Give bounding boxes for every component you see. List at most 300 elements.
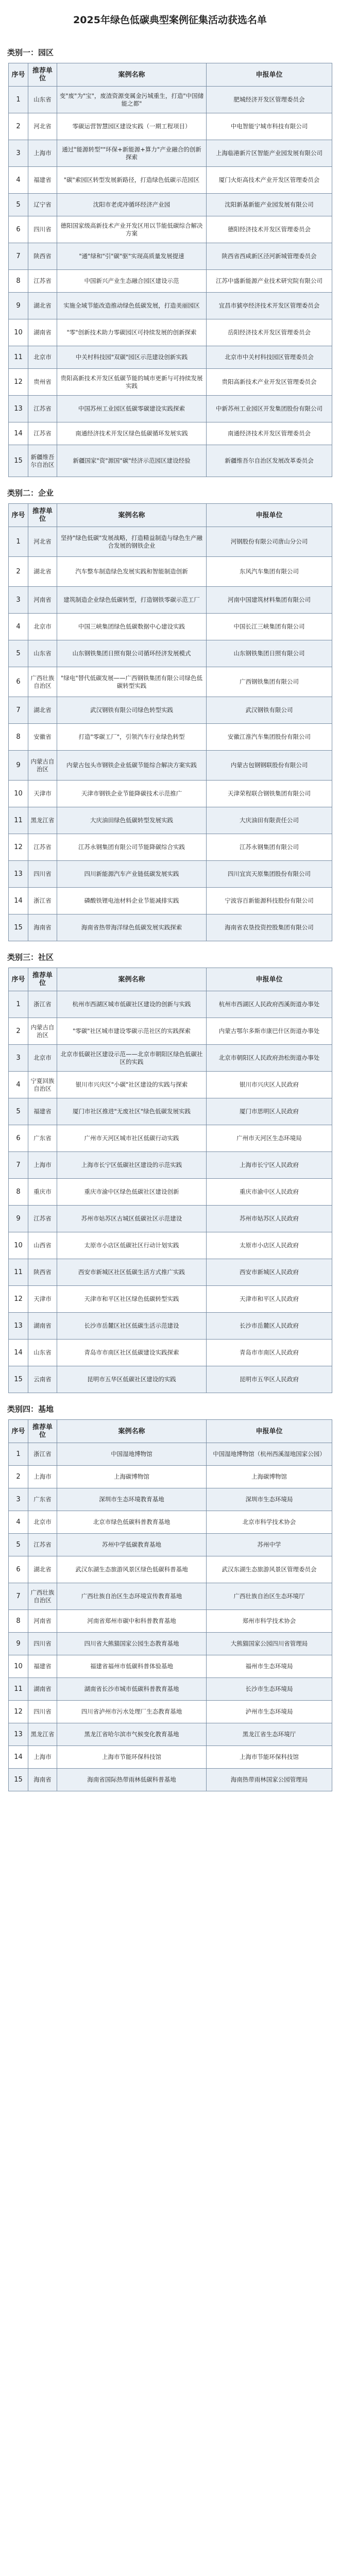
table-row [9, 614, 332, 640]
row-case-name: 厦门市社区推进"无废社区"绿色低碳发展实践 [57, 1098, 207, 1125]
table-row [9, 1259, 332, 1286]
row-number: 7 [9, 697, 28, 724]
row-region: 浙江省 [28, 991, 57, 1018]
row-unit: 武汉东湖生态旅游风景区管理委员会 [207, 1556, 332, 1583]
row-region: 福建省 [28, 167, 57, 194]
category-table [8, 503, 332, 941]
row-case-name: 西安市新城区社区低碳生活方式推广实践 [57, 1259, 207, 1286]
categories-container [0, 47, 340, 1791]
row-case-name: 天津市和平区社区绿色低碳转型实践 [57, 1286, 207, 1313]
table-row [9, 1701, 332, 1723]
row-case-name: 零碳运营智慧园区建设实践（一期工程项目） [57, 113, 207, 140]
row-unit: 西安市新城区人民政府 [207, 1259, 332, 1286]
row-number: 9 [9, 293, 28, 319]
table-row [9, 1152, 332, 1179]
row-region: 天津市 [28, 781, 57, 807]
row-unit: 东风汽车集团有限公司 [207, 557, 332, 587]
row-unit: 重庆市渝中区人民政府 [207, 1179, 332, 1206]
row-number: 13 [9, 1723, 28, 1746]
row-unit: 天津市和平区人民政府 [207, 1286, 332, 1313]
row-number: 3 [9, 1045, 28, 1072]
row-unit: 中电智能宁城市科技有限公司 [207, 113, 332, 140]
row-region: 山东省 [28, 640, 57, 667]
row-region: 海南省 [28, 1769, 57, 1791]
row-case-name: 深圳市生态环境教育基地 [57, 1488, 207, 1511]
row-region: 江苏省 [28, 1206, 57, 1232]
table-row [9, 1466, 332, 1488]
row-unit: 北京市中关村科技园区管理委员会 [207, 346, 332, 369]
row-region: 湖北省 [28, 293, 57, 319]
row-number: 14 [9, 1340, 28, 1366]
row-case-name: 四川新能源汽车产业链低碳发展实践 [57, 861, 207, 888]
row-unit: 厦门火炬高技术产业开发区管理委员会 [207, 167, 332, 194]
column-header-unit: 申报单位 [207, 968, 332, 991]
row-number: 9 [9, 751, 28, 781]
row-unit: 河钢股份有限公司唐山分公司 [207, 527, 332, 557]
row-number: 2 [9, 557, 28, 587]
row-region: 北京市 [28, 1045, 57, 1072]
row-case-name: 磷酸铁锂电池材料企业节能减排实践 [57, 888, 207, 914]
row-case-name: 河南省郑州市碳中和科普教育基地 [57, 1610, 207, 1633]
row-region: 浙江省 [28, 888, 57, 914]
row-number: 4 [9, 167, 28, 194]
row-unit: 深圳市生态环境局 [207, 1488, 332, 1511]
row-unit: 沈阳新基新能产业园发展有限公司 [207, 194, 332, 216]
row-region: 广东省 [28, 1488, 57, 1511]
row-region: 四川省 [28, 216, 57, 243]
row-region: 山西省 [28, 1232, 57, 1259]
row-unit: 太原市小店区人民政府 [207, 1232, 332, 1259]
row-unit: 河南中国建筑材料集团有限公司 [207, 587, 332, 614]
row-number: 8 [9, 1610, 28, 1633]
row-case-name: "零碳"社区城市建设零碳示范社区的实践探索 [57, 1018, 207, 1045]
row-region: 北京市 [28, 346, 57, 369]
row-number: 13 [9, 396, 28, 422]
category-title: 类别二：企业 [7, 488, 54, 498]
row-region: 新疆维吾尔自治区 [28, 445, 57, 477]
row-number: 2 [9, 1018, 28, 1045]
category-title: 类别三：社区 [7, 953, 54, 962]
row-region: 黑龙江省 [28, 807, 57, 834]
row-case-name: 苏州中学低碳教育基地 [57, 1534, 207, 1556]
row-unit: 北京市朝阳区人民政府劲松街道办事处 [207, 1045, 332, 1072]
row-case-name: 天津市钢铁企业节能降碳技术示范推广 [57, 781, 207, 807]
row-region: 天津市 [28, 1286, 57, 1313]
row-case-name: 北京市绿色低碳科普教育基地 [57, 1511, 207, 1534]
row-case-name: 上海市长宁区低碳社区建设的示范实践 [57, 1152, 207, 1179]
table-row [9, 640, 332, 667]
table-row [9, 1723, 332, 1746]
row-number: 14 [9, 888, 28, 914]
table-row [9, 270, 332, 293]
row-case-name: 山东钢铁集团日照有限公司循环经济发展模式 [57, 640, 207, 667]
row-number: 4 [9, 1072, 28, 1098]
column-header-no: 序号 [9, 504, 28, 527]
row-case-name: 海南省国际热带雨林低碳科普基地 [57, 1769, 207, 1791]
row-region: 辽宁省 [28, 194, 57, 216]
row-region: 湖北省 [28, 557, 57, 587]
row-number: 15 [9, 1769, 28, 1791]
row-case-name: 福建省福州市低碳科普体验基地 [57, 1655, 207, 1678]
row-region: 江苏省 [28, 422, 57, 445]
table-row [9, 751, 332, 781]
row-number: 7 [9, 1583, 28, 1610]
row-unit: 贵阳高新技术产业开发区管理委员会 [207, 369, 332, 396]
row-unit: 江苏永钢集团有限公司 [207, 834, 332, 861]
row-unit: 宁波容百新能源科技股份有限公司 [207, 888, 332, 914]
row-unit: 上海市节能环保科技馆 [207, 1746, 332, 1769]
row-number: 5 [9, 1534, 28, 1556]
row-case-name: 北京市低碳社区建设示范——北京市朝阳区绿色低碳社区的实践 [57, 1045, 207, 1072]
row-case-name: 苏州市姑苏区古城区低碳社区示范建设 [57, 1206, 207, 1232]
table-row [9, 216, 332, 243]
row-region: 湖南省 [28, 1678, 57, 1701]
table-row [9, 243, 332, 270]
table-row [9, 1098, 332, 1125]
table-row [9, 194, 332, 216]
table-row [9, 527, 332, 557]
table-row [9, 1534, 332, 1556]
row-region: 山东省 [28, 87, 57, 113]
row-number: 3 [9, 1488, 28, 1511]
row-region: 宁夏回族自治区 [28, 1072, 57, 1098]
row-case-name: 南通经济技术开发区绿色低碳循环发展实践 [57, 422, 207, 445]
row-number: 2 [9, 1466, 28, 1488]
column-header-unit: 申报单位 [207, 504, 332, 527]
column-header-no: 序号 [9, 1420, 28, 1443]
row-number: 8 [9, 270, 28, 293]
row-region: 上海市 [28, 1746, 57, 1769]
row-unit: 泸州市生态环境局 [207, 1701, 332, 1723]
row-case-name: 上海碳博物馆 [57, 1466, 207, 1488]
row-unit: 大庆油田有限责任公司 [207, 807, 332, 834]
row-case-name: 中国湿地博物馆 [57, 1443, 207, 1466]
row-number: 7 [9, 1152, 28, 1179]
row-region: 广东省 [28, 1125, 57, 1152]
row-region: 湖南省 [28, 1313, 57, 1340]
table-row [9, 724, 332, 751]
row-region: 江苏省 [28, 396, 57, 422]
row-unit: 大熊猫国家公园四川省管理局 [207, 1633, 332, 1655]
row-region: 广西壮族自治区 [28, 1583, 57, 1610]
table-row [9, 1655, 332, 1678]
row-unit: 内蒙古包钢钢联股份有限公司 [207, 751, 332, 781]
row-case-name: 黑龙江省哈尔滨市气候变化教育基地 [57, 1723, 207, 1746]
row-unit: 上海市长宁区人民政府 [207, 1152, 332, 1179]
row-unit: 天津荣程联合钢铁集团有限公司 [207, 781, 332, 807]
category-table [8, 968, 332, 1393]
row-region: 浙江省 [28, 1443, 57, 1466]
row-unit: 北京市科学技术协会 [207, 1511, 332, 1534]
page-title: 2025年绿色低碳典型案例征集活动获选名单 [73, 14, 267, 26]
row-number: 1 [9, 527, 28, 557]
row-number: 3 [9, 140, 28, 167]
row-unit: 陕西省西咸新区泾河新城管理委员会 [207, 243, 332, 270]
table-row [9, 1340, 332, 1366]
row-region: 河南省 [28, 1610, 57, 1633]
row-number: 11 [9, 807, 28, 834]
row-case-name: 广州市天河区城市社区低碳行动实践 [57, 1125, 207, 1152]
row-case-name: 中国三峡集团绿色低碳数据中心建设实践 [57, 614, 207, 640]
row-number: 13 [9, 861, 28, 888]
row-unit: 德阳经济技术开发区管理委员会 [207, 216, 332, 243]
row-number: 8 [9, 724, 28, 751]
row-number: 1 [9, 1443, 28, 1466]
row-unit: 广西钢铁集团有限公司 [207, 667, 332, 697]
row-unit: 内蒙古鄂尔多斯市康巴什区街道办事处 [207, 1018, 332, 1045]
row-region: 福建省 [28, 1098, 57, 1125]
row-unit: 中国湿地博物馆（杭州西溪湿地国家公园） [207, 1443, 332, 1466]
column-header-unit: 申报单位 [207, 63, 332, 87]
row-case-name: 变"废"为"宝"，废渣资源变属金污城重生，打造"中国储能之都" [57, 87, 207, 113]
row-number: 11 [9, 1678, 28, 1701]
table-row [9, 1179, 332, 1206]
row-case-name: 湖南省长沙市城市低碳科普教育基地 [57, 1678, 207, 1701]
row-region: 重庆市 [28, 1179, 57, 1206]
table-row [9, 914, 332, 941]
category-title: 类别四：基地 [7, 1404, 54, 1414]
row-number: 9 [9, 1206, 28, 1232]
table-row [9, 991, 332, 1018]
table-row [9, 697, 332, 724]
column-header-case: 案例名称 [57, 1420, 207, 1443]
row-case-name: 建筑制造企业绿色低碳转型，打造钢铁零碳示范工厂 [57, 587, 207, 614]
row-number: 1 [9, 991, 28, 1018]
row-region: 陕西省 [28, 243, 57, 270]
table-row [9, 1206, 332, 1232]
row-case-name: 海南省热带海洋绿色低碳发展实践探索 [57, 914, 207, 941]
table-row [9, 888, 332, 914]
row-number: 6 [9, 667, 28, 697]
row-number: 2 [9, 113, 28, 140]
row-region: 北京市 [28, 614, 57, 640]
row-case-name: 贵阳高新技术开发区低碳节能的城市更新与可持续发展实践 [57, 369, 207, 396]
row-number: 10 [9, 781, 28, 807]
row-number: 12 [9, 369, 28, 396]
table-row [9, 87, 332, 113]
row-unit: 中国长江三峡集团有限公司 [207, 614, 332, 640]
row-unit: 江苏中盛新能源产业技术研究院有限公司 [207, 270, 332, 293]
row-unit: 郑州市科学技术协会 [207, 1610, 332, 1633]
table-row [9, 346, 332, 369]
table-row [9, 1125, 332, 1152]
row-region: 江苏省 [28, 1534, 57, 1556]
row-unit: 山东钢铁集团日照有限公司 [207, 640, 332, 667]
row-number: 11 [9, 346, 28, 369]
row-unit: 厦门市思明区人民政府 [207, 1098, 332, 1125]
row-unit: 肥城经济开发区管理委员会 [207, 87, 332, 113]
table-row [9, 1366, 332, 1393]
row-unit: 银川市兴庆区人民政府 [207, 1072, 332, 1098]
row-case-name: 沈阳市老虎冲循环经济产业园 [57, 194, 207, 216]
table-row [9, 781, 332, 807]
row-unit: 武汉钢铁有限公司 [207, 697, 332, 724]
row-case-name: 大庆油田绿色低碳转型发展实践 [57, 807, 207, 834]
table-row [9, 861, 332, 888]
row-case-name: 汽车整车制造绿色发展实践和智能制造创新 [57, 557, 207, 587]
row-case-name: "绿电"替代低碳发展——广西钢铁集团有限公司绿色低碳转型实践 [57, 667, 207, 697]
table-row [9, 167, 332, 194]
row-region: 云南省 [28, 1366, 57, 1393]
row-unit: 海南热带雨林国家公园管理局 [207, 1769, 332, 1791]
table-row [9, 1556, 332, 1583]
table-row [9, 1443, 332, 1466]
row-unit: 苏州中学 [207, 1534, 332, 1556]
row-unit: 福州市生态环境局 [207, 1655, 332, 1678]
row-case-name: "碳"索园区转型发展新路径，打造绿色低碳示范园区 [57, 167, 207, 194]
row-unit: 新疆维吾尔自治区发展改革委员会 [207, 445, 332, 477]
row-unit: 长沙市岳麓区人民政府 [207, 1313, 332, 1340]
row-unit: 上海碳博物馆 [207, 1466, 332, 1488]
row-case-name: 江苏永钢集团有限公司节能降碳综合实践 [57, 834, 207, 861]
row-case-name: 重庆市渝中区绿色低碳社区建设创新 [57, 1179, 207, 1206]
row-number: 12 [9, 1286, 28, 1313]
row-unit: 杭州市西湖区人民政府西溪街道办事处 [207, 991, 332, 1018]
row-region: 福建省 [28, 1655, 57, 1678]
table-row [9, 1511, 332, 1534]
row-region: 河北省 [28, 527, 57, 557]
row-case-name: 银川市兴庆区"小碳"社区建设的实践与探索 [57, 1072, 207, 1098]
row-number: 11 [9, 1259, 28, 1286]
table-row [9, 1072, 332, 1098]
row-number: 5 [9, 194, 28, 216]
row-case-name: 广西壮族自治区生态环境宣传教育基地 [57, 1583, 207, 1610]
table-row [9, 1313, 332, 1340]
row-case-name: 中国苏州工业园区低碳零碳建设实践探索 [57, 396, 207, 422]
table-row [9, 1018, 332, 1045]
row-number: 13 [9, 1313, 28, 1340]
row-number: 14 [9, 422, 28, 445]
row-region: 贵州省 [28, 369, 57, 396]
column-header-no: 序号 [9, 63, 28, 87]
table-row [9, 807, 332, 834]
row-region: 安徽省 [28, 724, 57, 751]
row-unit: 四川宜宾天原集团股份有限公司 [207, 861, 332, 888]
row-number: 10 [9, 319, 28, 346]
table-row [9, 369, 332, 396]
row-case-name: 昆明市五华区低碳社区建设的实践 [57, 1366, 207, 1393]
row-number: 3 [9, 587, 28, 614]
row-unit: 上海临港新片区智能产业园发展有限公司 [207, 140, 332, 167]
table-row [9, 1633, 332, 1655]
row-case-name: 新疆国家"资"源国"碳"经济示范园区建设经验 [57, 445, 207, 477]
table-row [9, 396, 332, 422]
row-number: 6 [9, 1125, 28, 1152]
row-number: 1 [9, 87, 28, 113]
row-case-name: 四川省大熊猫国家公园生态教育基地 [57, 1633, 207, 1655]
row-number: 5 [9, 640, 28, 667]
table-row [9, 1678, 332, 1701]
row-region: 广西壮族自治区 [28, 667, 57, 697]
row-region: 上海市 [28, 1466, 57, 1488]
row-case-name: 通过"能源转型""环保+新能源+算力"产业融合的创新探索 [57, 140, 207, 167]
row-number: 10 [9, 1655, 28, 1678]
category-title: 类别一：园区 [7, 48, 54, 57]
row-region: 四川省 [28, 861, 57, 888]
row-unit: 广西壮族自治区生态环境厅 [207, 1583, 332, 1610]
column-header-region: 推荐单位 [28, 968, 57, 991]
row-number: 4 [9, 1511, 28, 1534]
table-row [9, 1610, 332, 1633]
row-region: 海南省 [28, 914, 57, 941]
row-unit: 安徽江淮汽车集团股份有限公司 [207, 724, 332, 751]
row-number: 6 [9, 1556, 28, 1583]
table-row [9, 1045, 332, 1072]
table-row [9, 445, 332, 477]
row-region: 四川省 [28, 1701, 57, 1723]
row-case-name: 武汉东湖生态旅游风景区绿色低碳科普基地 [57, 1556, 207, 1583]
column-header-no: 序号 [9, 968, 28, 991]
row-region: 上海市 [28, 140, 57, 167]
row-case-name: 太原市小店区低碳社区行动计划实践 [57, 1232, 207, 1259]
row-case-name: 打造"零碳工厂"，引领汽车行业绿色转型 [57, 724, 207, 751]
column-header-region: 推荐单位 [28, 1420, 57, 1443]
row-region: 四川省 [28, 1633, 57, 1655]
column-header-unit: 申报单位 [207, 1420, 332, 1443]
row-case-name: 坚持"绿色低碳"发展战略，打造精益制造与绿色生产融合发展的钢铁企业 [57, 527, 207, 557]
row-number: 4 [9, 614, 28, 640]
row-case-name: 青岛市市南区社区低碳建设实践探索 [57, 1340, 207, 1366]
row-number: 15 [9, 1366, 28, 1393]
row-unit: 广州市天河区生态环境局 [207, 1125, 332, 1152]
column-header-region: 推荐单位 [28, 504, 57, 527]
table-row [9, 1583, 332, 1610]
row-region: 内蒙古自治区 [28, 751, 57, 781]
row-number: 5 [9, 1098, 28, 1125]
row-region: 江苏省 [28, 270, 57, 293]
table-row [9, 113, 332, 140]
table-row [9, 557, 332, 587]
table-row [9, 1286, 332, 1313]
row-case-name: 四川省泸州市污水处理厂生态教育基地 [57, 1701, 207, 1723]
row-unit: 宜昌市猇亭经济技术开发区管理委员会 [207, 293, 332, 319]
row-unit: 南通经济技术开发区管理委员会 [207, 422, 332, 445]
table-row [9, 834, 332, 861]
table-row [9, 319, 332, 346]
table-row [9, 422, 332, 445]
row-number: 6 [9, 216, 28, 243]
row-case-name: 长沙市岳麓区社区低碳生活示范建设 [57, 1313, 207, 1340]
row-unit: 苏州市姑苏区人民政府 [207, 1206, 332, 1232]
table-row [9, 667, 332, 697]
row-case-name: "通"绿和"引"碳"驱"实现高质量发展提速 [57, 243, 207, 270]
row-case-name: 上海市节能环保科技馆 [57, 1746, 207, 1769]
row-region: 湖南省 [28, 319, 57, 346]
row-unit: 昆明市五华区人民政府 [207, 1366, 332, 1393]
column-header-region: 推荐单位 [28, 63, 57, 87]
table-row [9, 587, 332, 614]
row-case-name: 武汉钢铁有限公司绿色转型实践 [57, 697, 207, 724]
row-number: 15 [9, 914, 28, 941]
row-region: 湖北省 [28, 697, 57, 724]
column-header-case: 案例名称 [57, 968, 207, 991]
table-row [9, 1746, 332, 1769]
row-region: 河南省 [28, 587, 57, 614]
row-unit: 岳阳经济技术开发区管理委员会 [207, 319, 332, 346]
row-unit: 长沙市生态环境局 [207, 1678, 332, 1701]
row-unit: 中新苏州工业园区开发集团股份有限公司 [207, 396, 332, 422]
row-region: 陕西省 [28, 1259, 57, 1286]
row-unit: 青岛市市南区人民政府 [207, 1340, 332, 1366]
row-region: 江苏省 [28, 834, 57, 861]
table-row [9, 1769, 332, 1791]
row-case-name: 杭州市西湖区城市低碳社区建设的创新与实践 [57, 991, 207, 1018]
row-case-name: 内蒙古包头市钢铁企业低碳节能综合解决方案实践 [57, 751, 207, 781]
row-region: 北京市 [28, 1511, 57, 1534]
row-number: 12 [9, 834, 28, 861]
table-row [9, 1488, 332, 1511]
row-case-name: "零"创新技术助力零碳园区可持续发展的创新探索 [57, 319, 207, 346]
